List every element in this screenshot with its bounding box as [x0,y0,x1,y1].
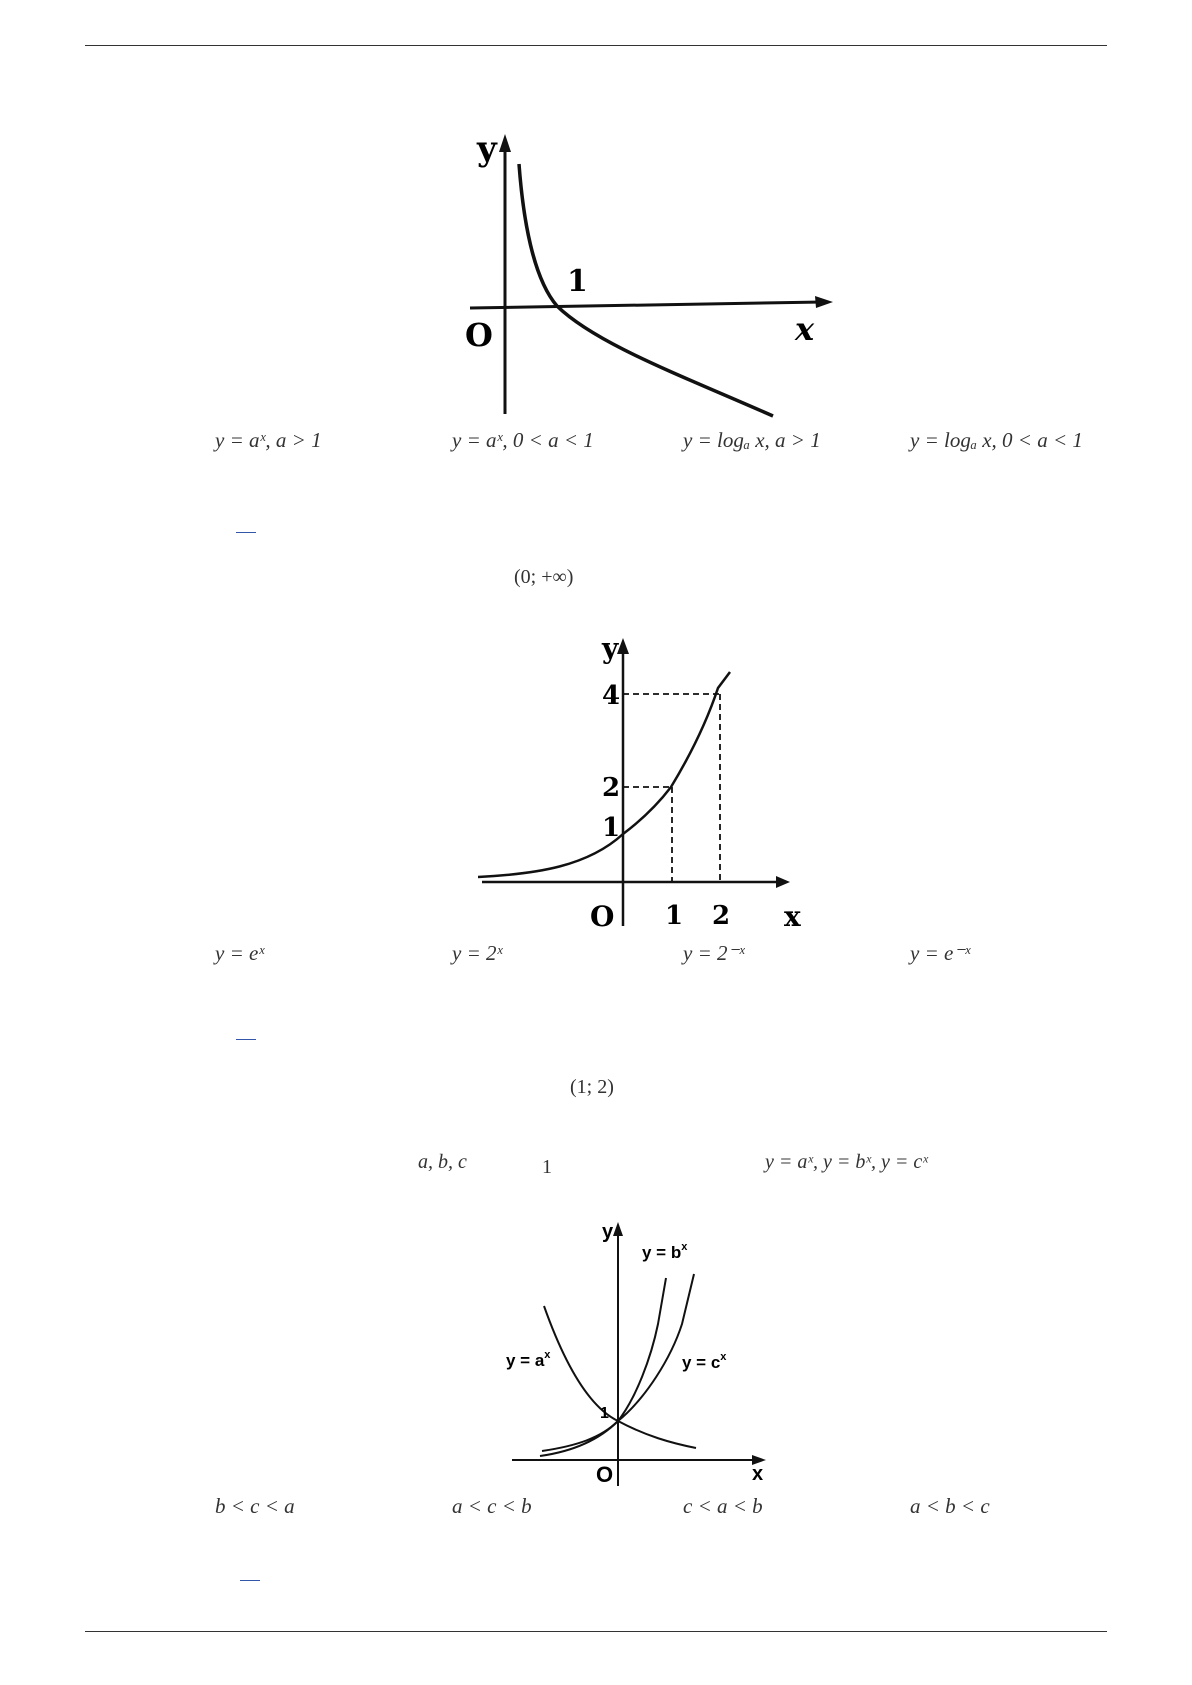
q1-answer-link[interactable] [236,532,256,533]
q3-functions: y = aˣ, y = bˣ, y = cˣ [765,1151,928,1173]
y-tick-4: 4 [602,681,621,711]
axis-x-label: x [795,310,815,348]
axis-y-label: y [602,1221,614,1243]
curve-a [544,1306,696,1448]
x-axis-arrow [776,876,790,888]
q3-option-a[interactable]: b < c < a [215,1494,295,1518]
origin-label: O [465,316,493,354]
x-axis [470,302,823,308]
y-tick-2: 2 [602,773,621,803]
figure-3-graph [506,1218,776,1490]
y-axis-arrow [617,638,629,654]
origin-label: O [590,900,615,930]
q2-answer-link[interactable] [236,1039,256,1040]
footer-rule [85,1631,1107,1632]
q1-option-b[interactable]: y = aˣ, 0 < a < 1 [452,428,594,452]
header-rule [85,45,1107,46]
q3-vars: a, b, c [418,1151,467,1173]
q1-option-c[interactable]: y = logₐ x, a > 1 [683,428,821,452]
x-tick-1: 1 [665,901,684,930]
interval-2: (1; 2) [570,1076,614,1098]
figure-1-svg [455,128,835,418]
q2-option-c[interactable]: y = 2⁻ˣ [683,941,745,965]
label-a-x: $y = a^x$ [506,1349,551,1370]
x-tick-2: 2 [712,901,731,930]
q3-answer-link[interactable] [240,1580,260,1581]
y-tick-1: 1 [602,813,621,843]
axis-x-label: x [784,900,801,930]
origin-label: O [596,1462,614,1487]
figure-3-svg [506,1218,776,1490]
figure-1-graph [455,128,835,418]
y-axis-arrow [499,134,511,152]
curve-b [542,1278,666,1451]
q3-one: 1 [542,1156,552,1178]
log-curve [519,164,773,416]
label-b-x: $y = b^x$ [642,1241,688,1262]
q2-option-a[interactable]: y = eˣ [215,941,265,965]
interval-1: (0; +∞) [514,566,574,588]
q1-option-a[interactable]: y = aˣ, a > 1 [215,428,322,452]
point-one-label: 1 [600,1405,609,1422]
q3-option-c[interactable]: c < a < b [683,1494,763,1518]
q2-option-d[interactable]: y = e⁻ˣ [910,941,971,965]
q1-option-d[interactable]: y = logₐ x, 0 < a < 1 [910,428,1083,452]
q2-option-b[interactable]: y = 2ˣ [452,941,503,965]
axis-y-label: y [477,129,497,169]
x-axis-arrow [815,296,833,308]
q3-option-d[interactable]: a < b < c [910,1494,990,1518]
q3-option-b[interactable]: a < c < b [452,1494,532,1518]
y-axis-arrow [613,1222,623,1236]
point-one-label: 1 [567,264,588,299]
figure-2-svg [478,634,818,930]
label-c-x: $y = c^x$ [682,1351,727,1372]
figure-2-graph [478,634,818,930]
axis-x-label: x [752,1463,764,1485]
axis-y-label: y [602,634,619,665]
